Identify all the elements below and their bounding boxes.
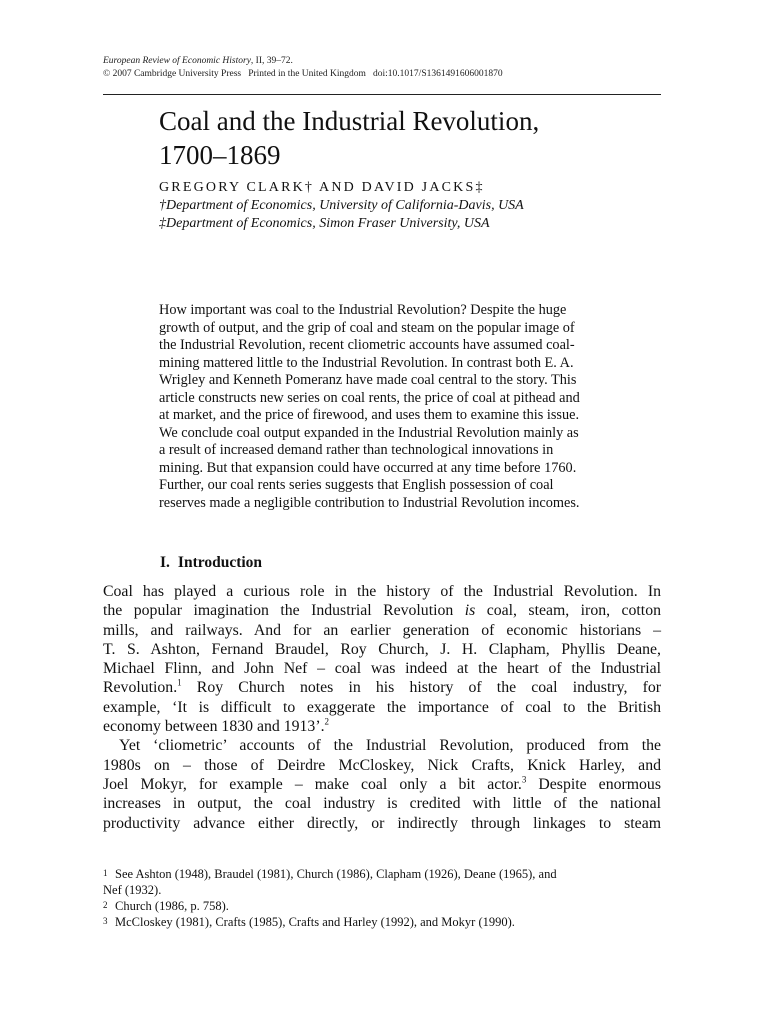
volume-pages: , II, 39–72. <box>250 56 293 66</box>
abstract-line: article constructs new series on coal rents, the price of coal at pithead and <box>159 389 580 406</box>
body-text-run: Roy Church notes in his history of the coal industry, for <box>181 679 661 697</box>
section-heading <box>160 554 262 572</box>
body-line: Yet ‘cliometric’ accounts of the Industrial Revolution, produced from the <box>119 737 661 755</box>
body-line: T. S. Ashton, Fernand Braudel, Roy Church, J. H. Clapham, Phyllis Deane, <box>103 640 661 658</box>
header-rule <box>103 94 661 95</box>
body-line: example, ‘It is difficult to exaggerate the importance of coal to the British <box>103 698 661 716</box>
abstract-line: a result of increased demand rather than technological innovations in <box>159 442 554 458</box>
journal-name: European Review of Economic History <box>103 56 251 66</box>
title-line-1: Coal and the Industrial Revolution, <box>159 106 540 136</box>
abstract-line: growth of output, and the grip of coal and steam on the popular image of <box>159 319 575 336</box>
abstract-line: at market, and the price of firewood, and uses them to examine this issue. <box>159 407 580 423</box>
body-line: Michael Flinn, and John Nef – coal was indeed at the heart of the Industrial <box>103 660 661 678</box>
footnote-ref[interactable]: 2 <box>324 716 330 727</box>
footnote-ref[interactable]: 1 <box>177 678 182 689</box>
doi: doi:10.1017/S1361491606001870 <box>373 69 503 79</box>
footnote-text: See Ashton (1948), Braudel (1981), Church (1986), Clapham (1926), Deane (1965), and <box>115 867 557 881</box>
abstract-line: mining. But that expansion could have occurred at any time before 1760. <box>159 459 577 476</box>
body-text <box>103 582 661 833</box>
section-title: Introduction <box>177 554 263 571</box>
section-number: I. <box>160 554 170 571</box>
affiliation-2: ‡Department of Economics, Simon Fraser University, USA <box>159 216 490 231</box>
footnote <box>103 914 663 930</box>
emphasis: is <box>464 602 476 620</box>
abstract-line: We conclude coal output expanded in the Industrial Revolution mainly as <box>159 424 579 441</box>
printed-in: Printed in the United Kingdom <box>248 69 366 79</box>
abstract-line: Further, our coal rents series suggests that English possession of coal <box>159 477 554 493</box>
abstract-line: the Industrial Revolution, recent cliometric accounts have assumed coal- <box>159 337 575 353</box>
body-line <box>103 601 661 620</box>
abstract-line: reserves made a negligible contribution to Industrial Revolution incomes. <box>159 494 580 511</box>
footnote-mark: 1 <box>103 868 108 878</box>
footnote <box>103 866 663 882</box>
article-title <box>159 104 629 172</box>
body-line: 1980s on – those of Deirdre McCloskey, Nick Crafts, Knick Harley, and <box>103 756 661 774</box>
body-line <box>103 717 661 736</box>
abstract-line: Wrigley and Kenneth Pomeranz have made coal central to the story. This <box>159 372 577 388</box>
running-header <box>103 55 663 81</box>
authors: GREGORY CLARK† AND DAVID JACKS‡ <box>159 180 485 195</box>
body-text-run: Joel Mokyr, for example – make coal only a bit actor. <box>103 775 522 793</box>
body-line: mills, and railways. And for an earlier generation of economic historians – <box>103 621 661 639</box>
footnote-text: Church (1986, p. 758). <box>115 899 229 913</box>
body-text-run: Despite enormous <box>526 775 661 793</box>
footnote <box>103 898 663 914</box>
footnotes <box>103 866 663 930</box>
footnote-mark: 2 <box>103 900 108 910</box>
footnote-continuation: Nef (1932). <box>103 883 162 897</box>
copyright-line <box>103 68 663 81</box>
body-text-run: coal, steam, iron, cotton <box>475 602 661 620</box>
title-line-2: 1700–1869 <box>159 140 281 170</box>
body-text-run: the popular imagination the Industrial Revolution <box>103 602 465 620</box>
body-line <box>103 775 661 794</box>
footnote-ref[interactable]: 3 <box>521 774 527 785</box>
body-line: productivity advance either directly, or indirectly through linkages to steam <box>103 814 661 832</box>
journal-citation <box>103 55 663 68</box>
footnote-text: McCloskey (1981), Crafts (1985), Crafts and Harley (1992), and Mokyr (1990). <box>115 915 515 929</box>
body-line <box>103 678 661 697</box>
footnote-mark: 3 <box>103 916 108 926</box>
abstract-line: How important was coal to the Industrial Revolution? Despite the huge <box>159 302 567 318</box>
copyright: © 2007 Cambridge University Press <box>103 69 242 79</box>
abstract <box>159 302 659 512</box>
affiliation-1: †Department of Economics, University of California-Davis, USA <box>159 198 524 213</box>
body-text-run: Revolution. <box>103 679 178 697</box>
body-text-run: economy between 1830 and 1913’. <box>103 718 325 736</box>
abstract-line: mining mattered little to the Industrial Revolution. In contrast both E. A. <box>159 354 574 371</box>
body-line: increases in output, the coal industry is credited with little of the national <box>103 795 661 813</box>
body-line: Coal has played a curious role in the history of the Industrial Revolution. In <box>103 583 661 600</box>
